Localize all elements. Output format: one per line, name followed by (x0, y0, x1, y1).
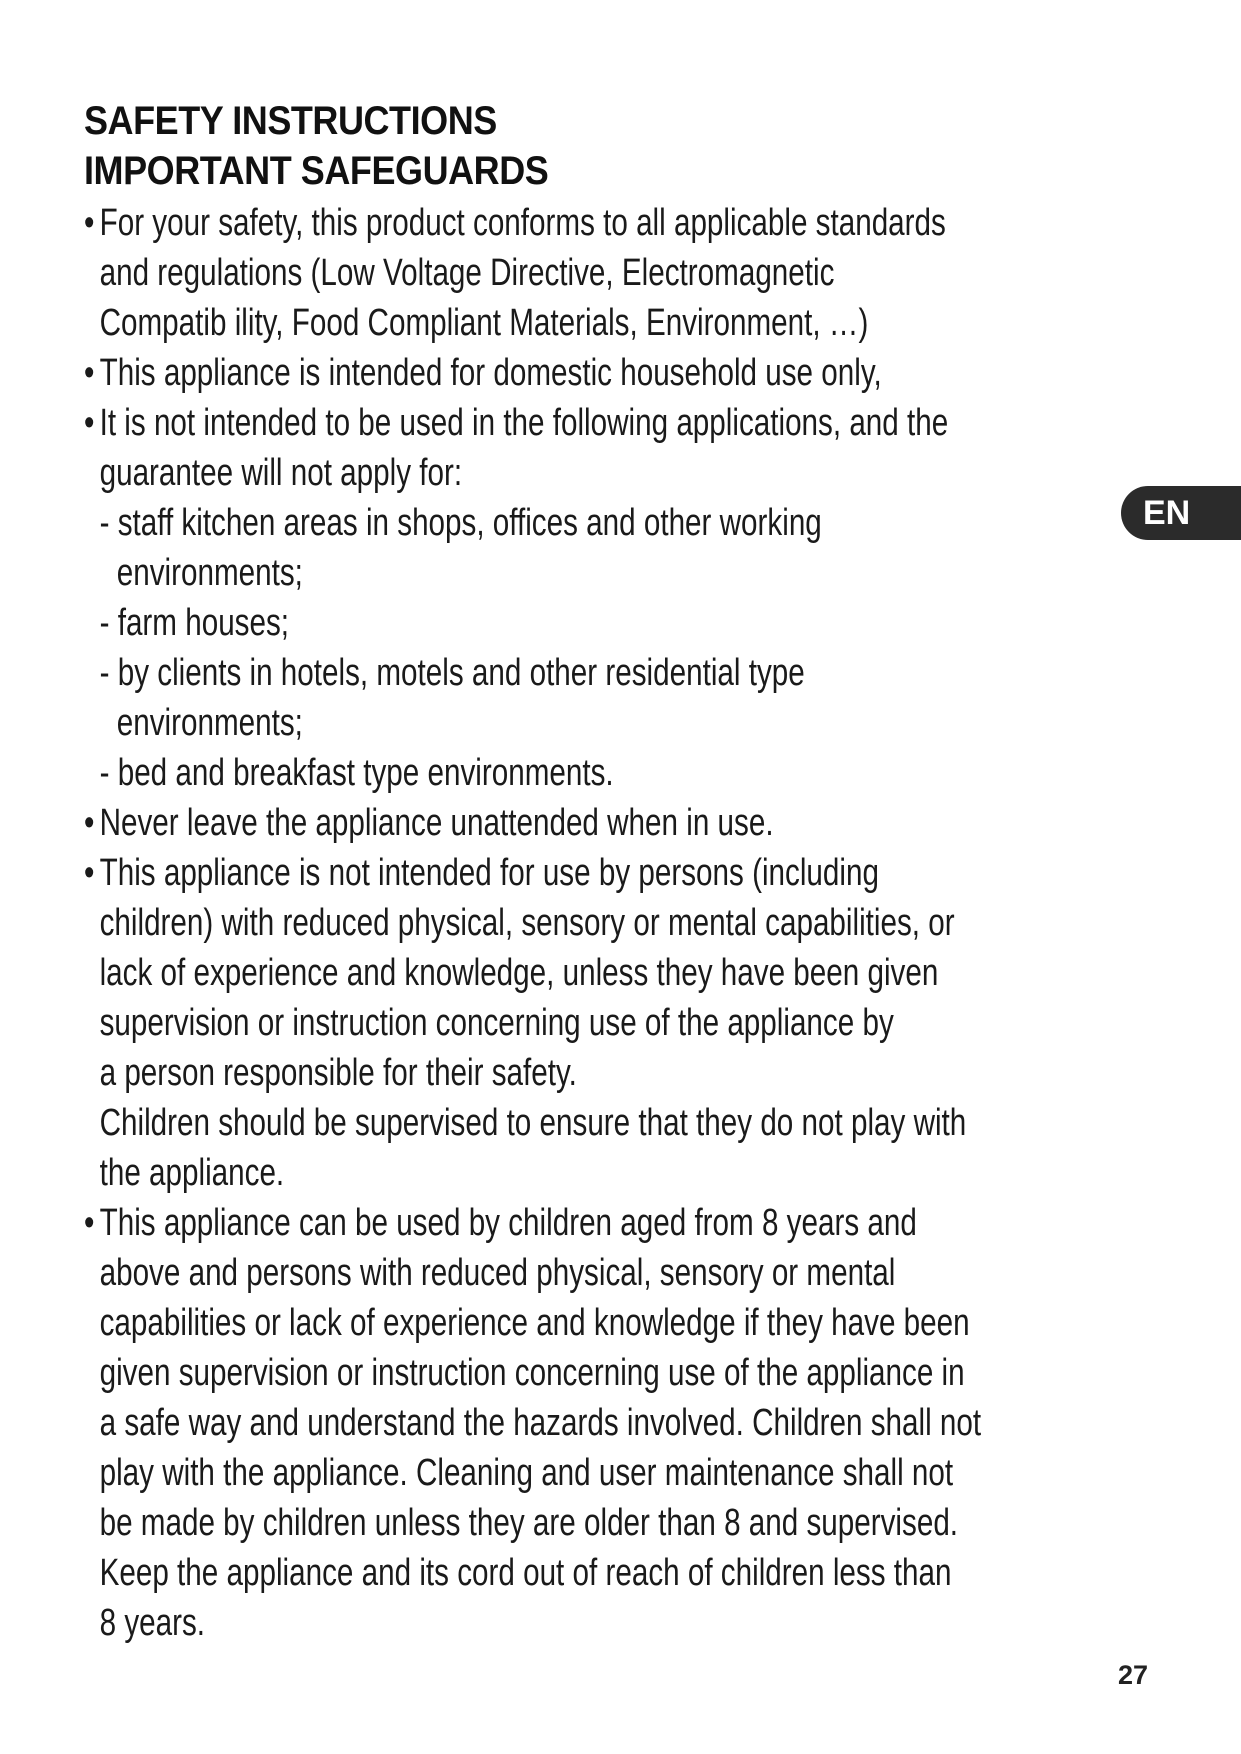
line-text: environments; (116, 702, 303, 744)
line-text: a person responsible for their safety. (99, 1052, 577, 1094)
line-text: children) with reduced physical, sensory or mental capabilities, or (99, 902, 955, 944)
line-text: It is not intended to be used in the following applications, and the (99, 402, 949, 444)
line-text: be made by children unless they are older than 8 and supervised. (99, 1502, 959, 1544)
line-text: Compatib ility, Food Compliant Materials, Environment, …) (99, 302, 869, 344)
section-title: SAFETY INSTRUCTIONS (84, 99, 497, 143)
line-text: and regulations (Low Voltage Directive, Electromagnetic (99, 252, 835, 294)
bullet-icon: • (84, 402, 95, 444)
list-item (84, 848, 1020, 898)
sub-item: - by clients in hotels, motels and other residential type (99, 652, 805, 694)
line-text: This appliance is intended for domestic household use only, (99, 352, 882, 394)
line-text: environments; (116, 552, 303, 594)
line-text: Never leave the appliance unattended when in use. (99, 802, 774, 844)
line-text: guarantee will not apply for: (99, 452, 463, 494)
list-item (84, 798, 1020, 848)
safety-instructions-body (84, 198, 1020, 1648)
bullet-icon: • (84, 802, 95, 844)
list-item (84, 198, 1020, 248)
headings (84, 96, 600, 196)
bullet-icon: • (84, 202, 95, 244)
line-text: play with the appliance. Cleaning and user maintenance shall not (99, 1452, 954, 1494)
page-number: 27 (1118, 1660, 1149, 1690)
sub-item: - bed and breakfast type environments. (99, 752, 614, 794)
line-text: Children should be supervised to ensure that they do not play with (99, 1102, 967, 1144)
sub-item: - staff kitchen areas in shops, offices and other working (99, 502, 822, 544)
bullet-icon: • (84, 352, 95, 394)
line-text: above and persons with reduced physical, sensory or mental (99, 1252, 896, 1294)
list-item (84, 1198, 1020, 1248)
line-text: This appliance is not intended for use by persons (including (99, 852, 879, 894)
line-text: the appliance. (99, 1152, 285, 1194)
list-item (84, 398, 1020, 448)
line-text: given supervision or instruction concerning use of the appliance in (99, 1352, 965, 1394)
line-text: This appliance can be used by children aged from 8 years and (99, 1202, 917, 1244)
line-text: Keep the appliance and its cord out of reach of children less than (99, 1552, 952, 1594)
bullet-icon: • (84, 1202, 95, 1244)
line-text: capabilities or lack of experience and knowledge if they have been (99, 1302, 970, 1344)
line-text: For your safety, this product conforms to all applicable standards (99, 202, 946, 244)
line-text: supervision or instruction concerning use of the appliance by (99, 1002, 894, 1044)
language-tab: EN (1121, 486, 1241, 540)
line-text: lack of experience and knowledge, unless they have been given (99, 952, 939, 994)
line-text: a safe way and understand the hazards involved. Children shall not (99, 1402, 982, 1444)
bullet-icon: • (84, 852, 95, 894)
line-text: 8 years. (99, 1602, 206, 1644)
section-subtitle: IMPORTANT SAFEGUARDS (84, 149, 549, 193)
list-item (84, 348, 1020, 398)
sub-item: - farm houses; (99, 602, 290, 644)
